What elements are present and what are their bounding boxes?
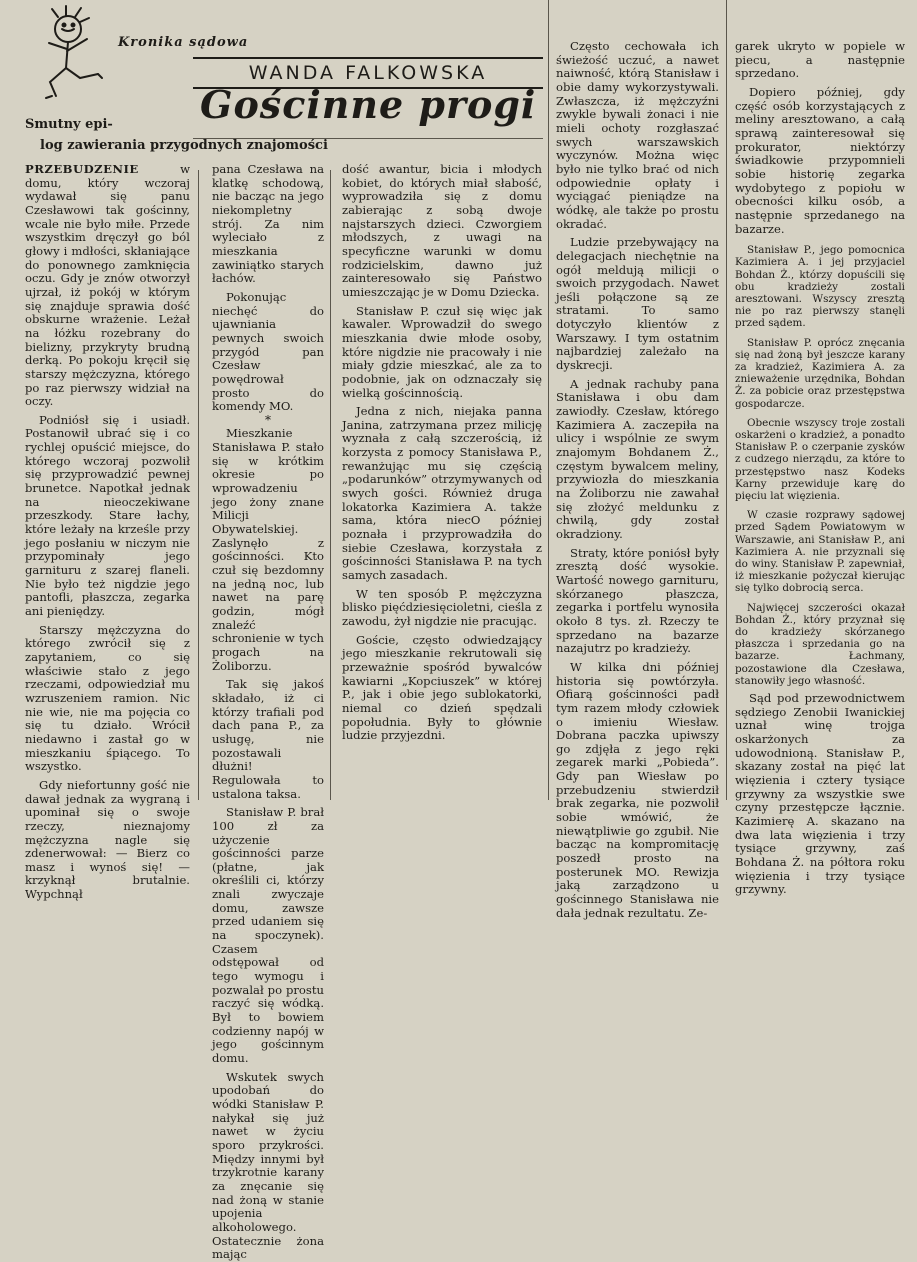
column-rule <box>198 170 199 800</box>
paragraph: A jednak rachuby pana Stanisława i obu dam zawiodły. Czesław, którego Kazimiera A. zaczepiła na ulicy i wspólnie ze swym znajomym Bohdanem Ż., częstym bywalcem meliny, przywiozła do mieszkania na Żoliborzu nie zawahał się złożyć meldunku z chwilą, gdy został okradziony. <box>556 376 719 541</box>
section-break-star: * <box>265 412 271 427</box>
subtitle-line-2: log zawierania przygodnych znajomości <box>40 138 328 153</box>
paragraph: garek ukryto w popiele w piecu, a następnie sprzedano. <box>735 39 905 81</box>
running-figure-illustration <box>28 3 118 107</box>
section-label: Kronika sądowa <box>118 35 249 50</box>
paragraph: Jedna z nich, niejaka panna Janina, zatrzymana przez milicję wyznała z całą szczerością, iż korzysta z pomocy Stanisława P., rewanżując mu się częścią „podarunków” otrzymywanych od swych gości. Również druga lokatorka Kazimiera A. także sama, która niecO później poznała i przyprowadziła do siebie Czesława, korzystała z gościnności Stanisława P. na tych samych zasadach. <box>342 404 542 583</box>
paragraph: W czasie rozprawy sądowej przed Sądem Powiatowym w Warszawie, ani Stanisław P., ani Kazimiera A. nie przyznali się do winy. Stanisław P. zapewniał, iż mieszkanie pożyczał kierując się tylko dobrocią serca. <box>735 509 905 595</box>
paragraph: Stanisław P. brał 100 zł za użyczenie gościnności parze (płatne, jak określili ci, którzy znali zwyczaje domu, zawsze przed udaniem się na spoczynek). Czasem odstępował od tego wymogu i pozwalał po prostu raczyć się wódką. Był to bowiem codzienny napój w jego gościnnym domu. <box>212 805 324 1065</box>
column-rule <box>726 0 727 800</box>
paragraph: W kilka dni później historia się powtórzyła. Ofiarą gościnności padł tym razem młody człowiek o imieniu Wiesław. Dobrana paczka upiwszy go zdjęła z jego ręki zegarek marki „Pobieda”. Gdy pan Wiesław po przebudzeniu stwierdził brak zegarka, nie pozwolił sobie wmówić, że niewątpliwie go zgubił. Nie bacząc na kompromitację poszedł prosto na posterunek MO. Rewizja jaką zarządzono u gościnnego Stanisława nie dała jednak rezultatu. Ze- <box>556 659 719 920</box>
paragraph: Pokonując niechęć do ujawniania pewnych swoich przygód pan Czesław powędrował prosto do komendy MO. <box>212 289 324 414</box>
paragraph: Dopiero później, gdy część osób korzystających z meliny aresztowano, a całą sprawą zainteresował się prokurator, niektórzy świadkowie przypomnieli sobie historię zegarka wydobytego z popiołu w obecności kilku osób, a następnie sprzedanego na bazarze. <box>735 84 905 236</box>
paragraph: Obecnie wszyscy troje zostali oskarżeni o kradzież, a ponadto Stanisław P. o czerpanie zysków z cudzego nierządu, za które to przestępstwo nasz Kodeks Karny przewiduje karę do pięciu lat więzienia. <box>735 416 905 503</box>
column-rule <box>330 170 331 800</box>
column-4 <box>556 39 719 920</box>
paragraph: Ludzie przebywający na delegacjach niechętnie na ogół meldują milicji o swoich przygodach. Nawet jeśli połączone są ze stratami. To samo dotyczyło klientów z Warszawy. I tym ostatnim najbardziej zależało na dyskrecji. <box>556 235 719 373</box>
column-5 <box>735 39 905 897</box>
paragraph: Gdy niefortunny gość nie dawał jednak za wygraną i upominał się o swoje rzeczy, nieznajomy mężczyzna nagle się zdenerwował: — Bierz co masz i wynoś się! — krzyknął brutalnie. Wypchnął <box>25 777 190 902</box>
paragraph: Stanisław P. oprócz znęcania się nad żoną był jeszcze karany za kradzież, Kazimiera A. za znieważenie urzędnika, Bohdan Ż. za pobicie oraz przestępstwa gospodarcze. <box>735 336 905 410</box>
paragraph: Wskutek swych upodobań do wódki Stanisław P. nałykał się już nawet w życiu sporo przykrości. Między innymi był trzykrotnie karany za znęcanie się nad żoną w stanie upojenia alkoholowego. Ostatecznie żona mając <box>212 1069 324 1262</box>
paragraph: PRZEBUDZENIE w domu, który wczoraj wydawał się panu Czesławowi tak gościnny, wcale nie było miłe. Przede wszystkim dręczył go ból głowy i mdłości, skłaniające do ponownego zamknięcia oczu. Gdy je znów otworzył ujrzał, iż pokój w którym się znajduje sprawia dość obskurne wrażenie. Leżał na łóżku rozebrany do bielizny, przykryty brudną derką. Po pokoju kręcił się starszy mężczyzna, którego po raz pierwszy widział na oczy. <box>25 162 190 409</box>
paragraph: Tak się jakoś składało, iż ci którzy trafiali pod dach pana P., za usługę, nie pozostawali dłużni! Regulowała to ustalona taksa. <box>212 677 324 801</box>
column-1 <box>25 163 190 963</box>
article-title: Gościnne progi <box>200 82 537 127</box>
paragraph: pana Czesława na klatkę schodową, nie bacząc na jego niekompletny strój. Za nim wyleciało z mieszkania zawiniątko starych łachów. <box>212 162 324 286</box>
paragraph: Starszy mężczyzna do którego zwrócił się z zapytaniem, co się właściwie stało z jego rzeczami, odpowiedział mu wzruszeniem ramion. Nic nie wie, nie ma pojęcia co się tu działo. Wrócił niedawno i zastał go w mieszkaniu śpiącego. To wszystko. <box>25 622 190 774</box>
paragraph: Sąd pod przewodnictwem sędziego Zenobii Iwanickiej uznał winę trojga oskarżonych za udowodnioną. Stanisław P., skazany został na pięć lat więzienia i cztery tysiące grzywny za wszystkie swe czyny przestępcze łącznie. Kazimierę A. skazano na dwa lata więzienia i trzy tysiące grzywny, zaś Bohdana Ż. na półtora roku więzienia i trzy tysiące grzywny. <box>735 691 905 897</box>
paragraph: Straty, które poniósł były zresztą dość wysokie. Wartość nowego garnituru, skórzanego płaszcza, zegarka i portfelu wynosiła około 8 tys. zł. Rzeczy te sprzedano na bazarze nazajutrz po kradzieży. <box>556 545 719 656</box>
paragraph: Stanisław P., jego pomocnica Kazimiera A. i jej przyjaciel Bohdan Ż., którzy dopuścili się obu kradzieży zostali aresztowani. Wszyscy zresztą nie po raz pierwszy stanęli przed sądem. <box>735 244 905 330</box>
author-name: WANDA FALKOWSKA <box>248 62 488 84</box>
subtitle-line-1: Smutny epi- <box>25 117 113 132</box>
paragraph: W ten sposób P. mężczyzna blisko pięćdziesięcioletni, cieśla z zawodu, żył nigdzie nie pracując. <box>342 586 542 628</box>
lead-word: PRZEBUDZENIE <box>25 162 139 176</box>
small-print-block <box>735 244 905 687</box>
paragraph: dość awantur, bicia i młodych kobiet, do których miał słabość, wyprowadziła się z domu zabierając z sobą dwoje najstarszych dzieci. Czworgiem młodszych, z uwagi na specyficzne warunki w domu rodzicielskim, dawno już zainteresowało się Państwo umieszczając je w Domu Dziecka. <box>342 162 542 299</box>
paragraph: Często cechowała ich świeżość uczuć, a nawet naiwność, którą Stanisław i obie damy wykorzystywali. Zwłaszcza, iż mężczyźni zwykle bywali żonaci i nie mieli ochoty rozgłaszać swych warszawskich wyczynów. Można więc było nie tylko brać od nich odpowiednie opłaty i wyciągać pieniądze na wódkę, ale także po prostu okradać. <box>556 39 719 231</box>
paragraph: Podniósł się i usiadł. Postanowił ubrać się i co rychlej opuścić miejsce, do którego wczoraj pozwolił się przyprowadzić pewnej brunetce. Napotkał jednak na nieoczekiwane przeszkody. Stare łachy, które leżały na krześle przy jego posłaniu w niczym nie przypominały jego garnituru z szarej flaneli. Nie było też nigdzie jego pantofli, płaszcza, zegarka ani pieniędzy. <box>25 412 190 618</box>
column-3 <box>342 163 542 963</box>
paragraph: Mieszkanie Stanisława P. stało się w krótkim okresie po wprowadzeniu jego żony znane Milicji Obywatelskiej. Zaslynęło z gościnności. Kto czuł się bezdomny na jedną noc, lub nawet na parę godzin, mógł znaleźć schronienie w tych progach na Żoliborzu. <box>212 426 324 673</box>
paragraph: Stanisław P. czuł się więc jak kawaler. Wprowadził do swego mieszkania dwie młode osoby, które nigdzie nie pracowały i nie miały gdzie mieszkać, ale za to podobnie, jak on odznaczały się wielką gościnnością. <box>342 303 542 400</box>
column-2 <box>212 162 324 1262</box>
paragraph: Najwięcej szczerości okazał Bohdan Ż., który przyznał się do kradzieży skórzanego płaszcza i sprzedania go na bazarze. Łachmany, pozostawione dla Czesława, stanowiły jego własność. <box>735 601 905 687</box>
paragraph: Goście, często odwiedzający jego mieszkanie rekrutowali się przeważnie spośród bywalców kawiarni „Kopciuszek” w której P., jak i obie jego sublokatorki, niemal co dzień spędzali popołudnia. Były to głównie ludzie przyjezdni. <box>342 632 542 743</box>
column-rule <box>548 0 549 800</box>
